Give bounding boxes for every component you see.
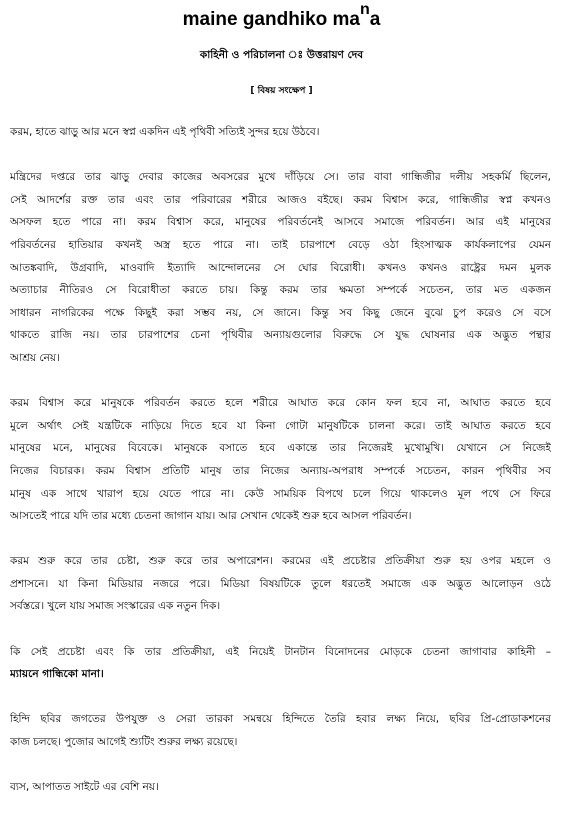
paragraph-line: কি সেই প্রচেষ্টা এবং কি তার প্রতিক্রীয়া, এই নিয়েই টানটান বিনোদনের মোড়কে চেতনা জাগাবার কাহিনী –	[10, 645, 551, 658]
paragraph-line: আসতেই পারে যদি তার মধ্যে চেতনা জাগান যায়। আর সেখান থেকেই শুরু হবে আসল পরিবর্তন।	[10, 510, 412, 523]
paragraph-line: আশ্রয় নেয়।	[10, 351, 60, 364]
title-superscript: n	[360, 1, 370, 18]
paragraph-line: অসফল হতে পারে না। করম বিশ্বাস করে, মানুষের পরিবর্তনেই আসবে সমাজে পরিবর্তন। আর এই মানুষের	[10, 216, 551, 229]
film-title-bold: ম্যায়নে গান্ধিকো মানা।	[10, 668, 104, 681]
paragraph-line: হিন্দি ছবির জগতের উপযুক্ত ও সেরা তারকা সমন্বয়ে হিন্দিতে তৈরি হবার লক্ষ্য নিয়ে, ছবির প্রি-প্রোডাকশনের	[10, 713, 551, 726]
paragraph-line: থাকতে রাজি নয়। তার চারপাশের চেনা পৃথিবীর অন্যায়গুলোর বিরুদ্ধে সে যুদ্ধ ঘোষনার এক অদ্ভুত পন্থার	[10, 329, 551, 342]
paragraph-line: পরিবর্তনের হাতিয়ার কখনই অস্ত্র হতে পারে না। তাই চারপাশে বেড়ে ওঠা হিংসাত্মক কার্যকলাপের যেমন	[10, 238, 551, 251]
title-main: maine gandhiko ma	[182, 9, 360, 30]
paragraph-line: সেই আদর্শের রক্ত তার এবং তার পরিবারের শরীরে আজও বইছে। করম বিশ্বাস করে, গান্ধিজীর স্বপ্ন কখনও	[10, 193, 551, 206]
paragraph-line: করম শুরু করে তার চেষ্টা, শুরু করে তার অপারেশন। করমের এই প্রচেষ্টার প্রতিক্রীয়া শুরু হয় ওপর মহলে ও	[10, 555, 551, 568]
synopsis-label: [ বিষয় সংক্ষেপ ]	[250, 86, 313, 96]
paragraph-line: কাজ চলছে। পুজোর আগেই শ্যুটিং শুরুর লক্ষ্য রয়েছে।	[10, 736, 238, 749]
synopsis-body	[10, 121, 551, 821]
paragraph-line: প্রশাসনে। যা কিনা মিডিয়ার নজরে পরে। মিডিয়া বিষয়টিকে তুলে ধরতেই সমাজে এক অদ্ভুত আলোড়ন ওঠে	[10, 577, 551, 590]
paragraph-line: আতঙ্কবাদি, উগ্রবাদি, মাওবাদি ইত্যাদি আন্দোলনের সে ঘোর বিরোধী। কখনও কখনও রাষ্ট্রের দমন মুলক	[10, 261, 551, 274]
paragraph-line: সাধারন নাগরিকের পক্ষে কিছুই করা সম্ভব নয়, সে জানে। কিন্তু সব কিছু জেনে বুঝে চুপ করেও সে বসে	[10, 306, 551, 319]
paragraph	[10, 776, 551, 799]
page-title	[0, 1, 563, 33]
credit-line: কাহিনী ও পরিচালনা ঃ উত্তরায়ণ দেব	[199, 49, 364, 61]
paragraph-line: করম, হাতে ঝাড়ু আর মনে স্বপ্ন একদিন এই পৃথিবী সত্যিই সুন্দর হয়ে উঠবে।	[10, 126, 320, 138]
paragraph	[10, 392, 551, 528]
paragraph	[10, 641, 551, 686]
paragraph	[10, 550, 551, 618]
paragraph	[10, 166, 551, 369]
paragraph-line: মানুষের মনে, মানুষের বিবেকে। মানুষকে বসাতে হবে একান্তে তার নিজেরই মুখোমুখি। যেখানে সে নিজেই	[10, 442, 551, 455]
paragraph-line: নিজের বিচারক। করম বিশ্বাস প্রতিটি মানুষ তার নিজের অন্যায়-অপরাধ সম্পর্কে সচেতন, কারন পৃথিবীর সব	[10, 464, 551, 477]
paragraph-line: মন্ত্রিদের দপ্তরে তার ঝাড়ু দেবার কাজের অবসরের মুখে দাঁড়িয়ে সে। তার বাবা গান্ধিজীর দলীয় সহকর্মি ছিলেন,	[10, 171, 551, 184]
paragraph-line: সর্বস্তরে। খুলে যায় সমাজ সংস্কারের এক নতুন দিক।	[10, 600, 221, 613]
paragraph-line: করম বিশ্বাস করে মানুষকে পরিবর্তন করতে হলে শরীরে আঘাত করে কোন ফল হবে না, আঘাত করতে হবে	[10, 397, 551, 410]
paragraph-line: ব্যস, আপাতত সাইটে এর বেশি নয়।	[10, 781, 159, 794]
paragraph-line: অত্যাচার নীতিরও সে বিরোধীতা করতে চায়। কিন্তু করম তার ক্ষমতা সম্পর্কে সচেতন, তার মত একজন	[10, 284, 551, 297]
paragraph-line: মানুষ এক সাথে খারাপ হয়ে যেতে পারে না। কেউ সাময়িক বিপথে চলে গিয়ে থাকলেও মূল পথে সে ফিরে	[10, 487, 551, 500]
paragraph-line: মুলে অর্থাৎ সেই যন্ত্রটিকে নাড়িয়ে দিতে হবে যা কিনা গোটা মানুষটিকে চালনা করে। তাই আঘাত করতে হবে	[10, 419, 551, 432]
title-tail: a	[369, 9, 381, 30]
paragraph	[10, 121, 551, 144]
paragraph	[10, 708, 551, 753]
